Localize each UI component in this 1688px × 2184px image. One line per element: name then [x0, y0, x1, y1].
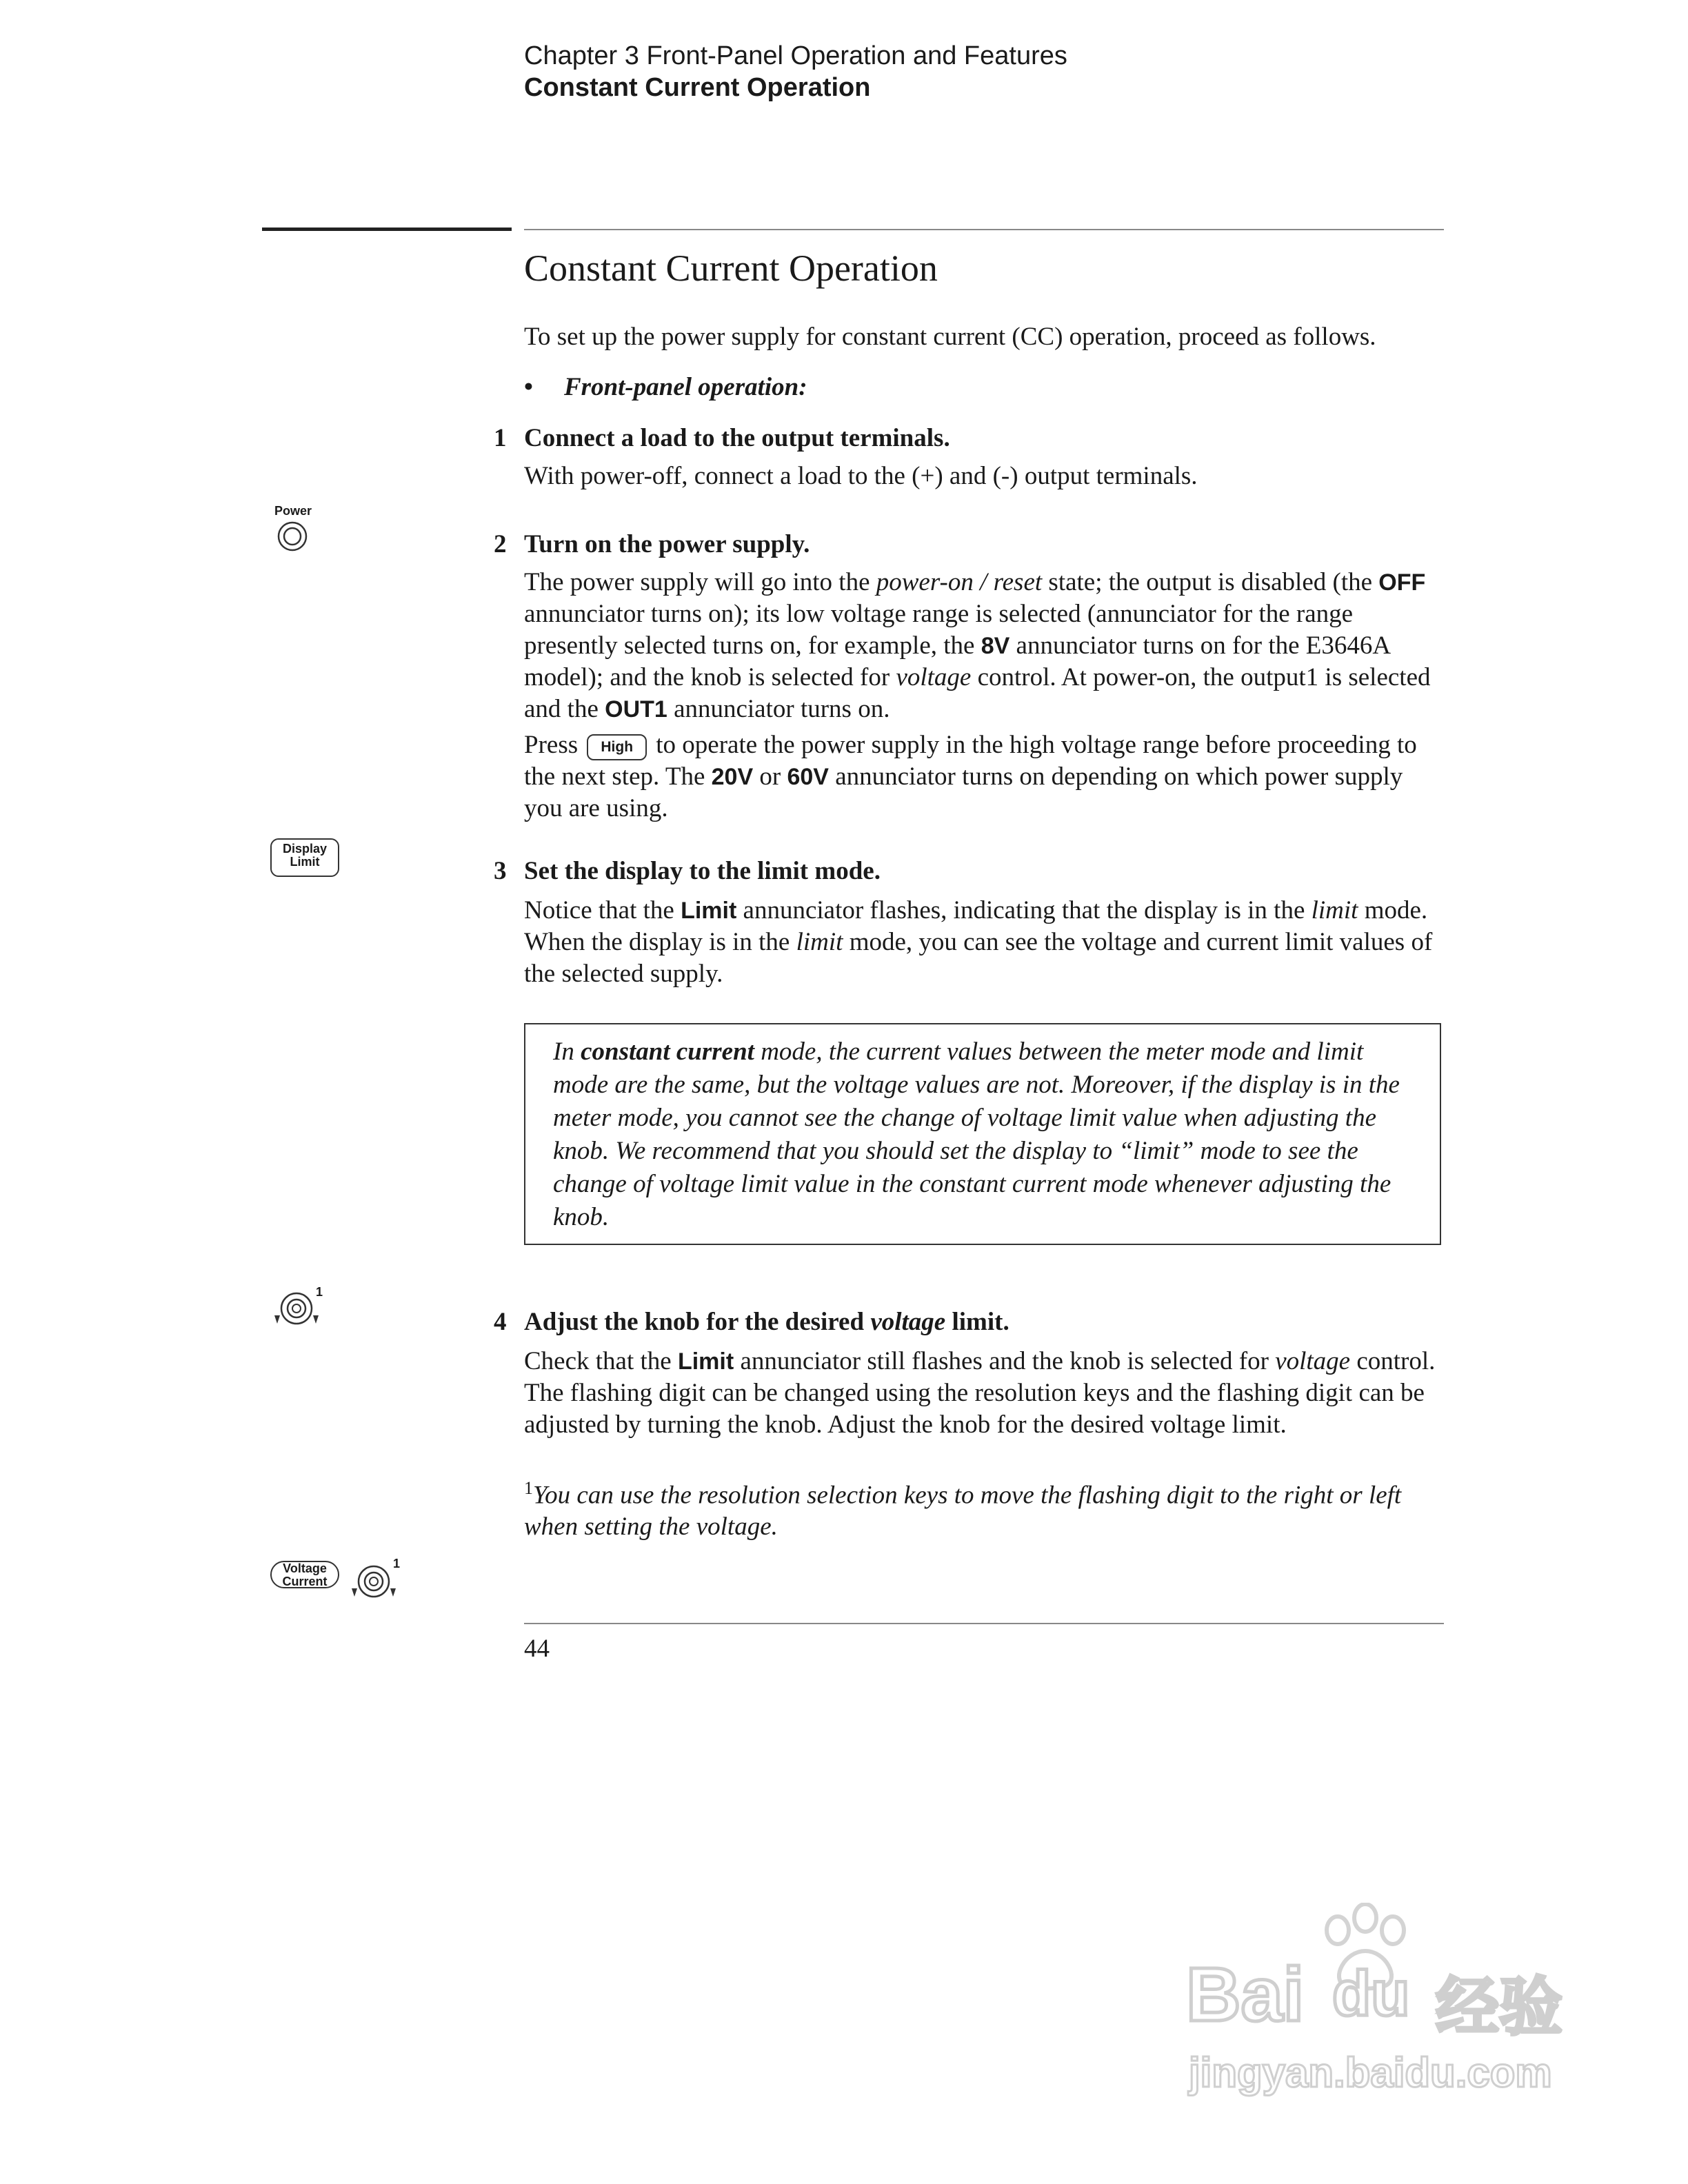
text-run: mode, you can see the voltage and current limit values of the selected supply.: [524, 928, 1433, 988]
step-3-title: Set the display to the limit mode.: [524, 857, 881, 885]
text-run: Press: [524, 731, 579, 759]
intro-paragraph: To set up the power supply for constant current (CC) operation, proceed as follows.: [524, 323, 1376, 351]
footnote: [524, 1473, 1444, 1543]
text-run: limit.: [945, 1308, 1009, 1336]
note-box: [524, 1023, 1441, 1245]
section-rule-left: [262, 228, 512, 231]
step-2-number: 2: [494, 530, 507, 558]
watermark: [1172, 1903, 1586, 2110]
text-run: voltage: [896, 663, 972, 691]
step-4-title: [524, 1307, 1009, 1337]
step-3-number: 3: [494, 857, 507, 885]
current-label: Current: [282, 1575, 328, 1588]
annunciator-60v: 60V: [787, 764, 829, 790]
text-run: control. The flashing digit can be changed using the resolution keys and the flashing digit can be adjusted by turning the knob. Adjust the knob for the desired voltage limit.: [524, 1347, 1436, 1439]
watermark-cn: 经验: [1436, 1972, 1563, 2043]
text-run: annunciator turns on for the E3646A model); and the knob is selected for: [524, 631, 1390, 691]
step-2-paragraph-1: [524, 567, 1444, 725]
step-1-title: Connect a load to the output terminals.: [524, 424, 950, 452]
text-run: annunciator turns on); its low voltage range is selected (annunciator for the range presently selected turns on, for example, the: [524, 600, 1354, 660]
text-run: Check that the: [524, 1347, 678, 1375]
step-2-title: Turn on the power supply.: [524, 530, 810, 558]
high-key-button[interactable]: High: [587, 734, 647, 760]
text-run: limit: [796, 928, 843, 956]
page-number: 44: [524, 1635, 550, 1663]
text-run: mode. When the display is in the: [524, 896, 1428, 956]
knob-superscript: 1: [316, 1285, 323, 1299]
watermark-brand: Bai: [1186, 1952, 1305, 2037]
text-run: annunciator turns on.: [667, 695, 890, 723]
text-run: constant current: [581, 1038, 754, 1066]
knob-superscript: 1: [393, 1557, 401, 1570]
bullet-text: Front-panel operation:: [564, 373, 807, 401]
text-run: annunciator still flashes and the knob is selected for: [734, 1347, 1276, 1375]
watermark-brand-2: du: [1332, 1959, 1410, 2029]
step-2-paragraph-2: [524, 729, 1444, 825]
step-4-number: 4: [494, 1308, 507, 1336]
page-title: Constant Current Operation: [524, 247, 938, 289]
annunciator-20v: 20V: [711, 764, 754, 790]
display-limit-label-1: Display: [282, 842, 328, 856]
running-header-section: Constant Current Operation: [524, 73, 871, 102]
text-run: power-on / reset: [876, 568, 1043, 596]
footer-rule: [524, 1623, 1444, 1624]
annunciator-out1: OUT1: [605, 696, 667, 722]
text-run: Adjust the knob for the desired: [524, 1308, 871, 1336]
text-run: annunciator turns on depending on which power supply you are using.: [524, 762, 1403, 822]
display-limit-button-icon: [270, 838, 339, 877]
text-run: mode, the current values between the meter mode and limit mode are the same, but the voltage values are not. Moreover, if the display is in the meter mode, you cannot see the change of voltage limit value when adjusting the knob. We recommend that you should set the display to “limit” mode to see the change of voltage limit value in the constant current mode whenever adjusting the knob.: [553, 1038, 1400, 1231]
bullet-symbol: •: [524, 373, 533, 401]
step-3-text: [524, 895, 1444, 990]
display-limit-label-2: Limit: [290, 855, 320, 869]
text-run: Notice that the: [524, 896, 681, 924]
text-run: annunciator flashes, indicating that the display is in the: [736, 896, 1312, 924]
voltage-current-button-icon: [270, 1561, 339, 1588]
text-run: state; the output is disabled (the: [1042, 568, 1379, 596]
step-1-text: With power-off, connect a load to the (+) and (-) output terminals.: [524, 462, 1198, 490]
text-run: or: [753, 762, 787, 791]
power-button-icon: [276, 520, 309, 553]
section-rule-right: [524, 229, 1444, 230]
annunciator-limit: Limit: [677, 1348, 734, 1375]
step-4-text: [524, 1346, 1444, 1441]
text-run: In: [553, 1038, 581, 1066]
footnote-text: You can use the resolution selection keys to move the flashing digit to the right or left when setting the voltage.: [524, 1481, 1402, 1541]
text-run: limit: [1311, 896, 1358, 924]
text-run: to operate the power supply in the high voltage range before proceeding to the next step. The: [524, 731, 1417, 791]
annunciator-off: OFF: [1378, 569, 1426, 596]
annunciator-limit: Limit: [681, 898, 737, 924]
running-header-chapter: Chapter 3 Front-Panel Operation and Features: [524, 41, 1067, 70]
text-run: voltage: [1275, 1347, 1351, 1375]
text-run: control. At power-on, the output1 is selected and the: [524, 663, 1431, 723]
footnote-mark: 1: [524, 1478, 533, 1498]
step-1-number: 1: [494, 424, 507, 452]
annunciator-8v: 8V: [981, 633, 1010, 659]
watermark-url: jingyan.baidu.com: [1189, 2050, 1552, 2096]
text-run: The power supply will go into the: [524, 568, 876, 596]
voltage-label: Voltage: [283, 1561, 327, 1575]
power-label: Power: [274, 504, 312, 518]
text-run: voltage: [870, 1308, 946, 1336]
